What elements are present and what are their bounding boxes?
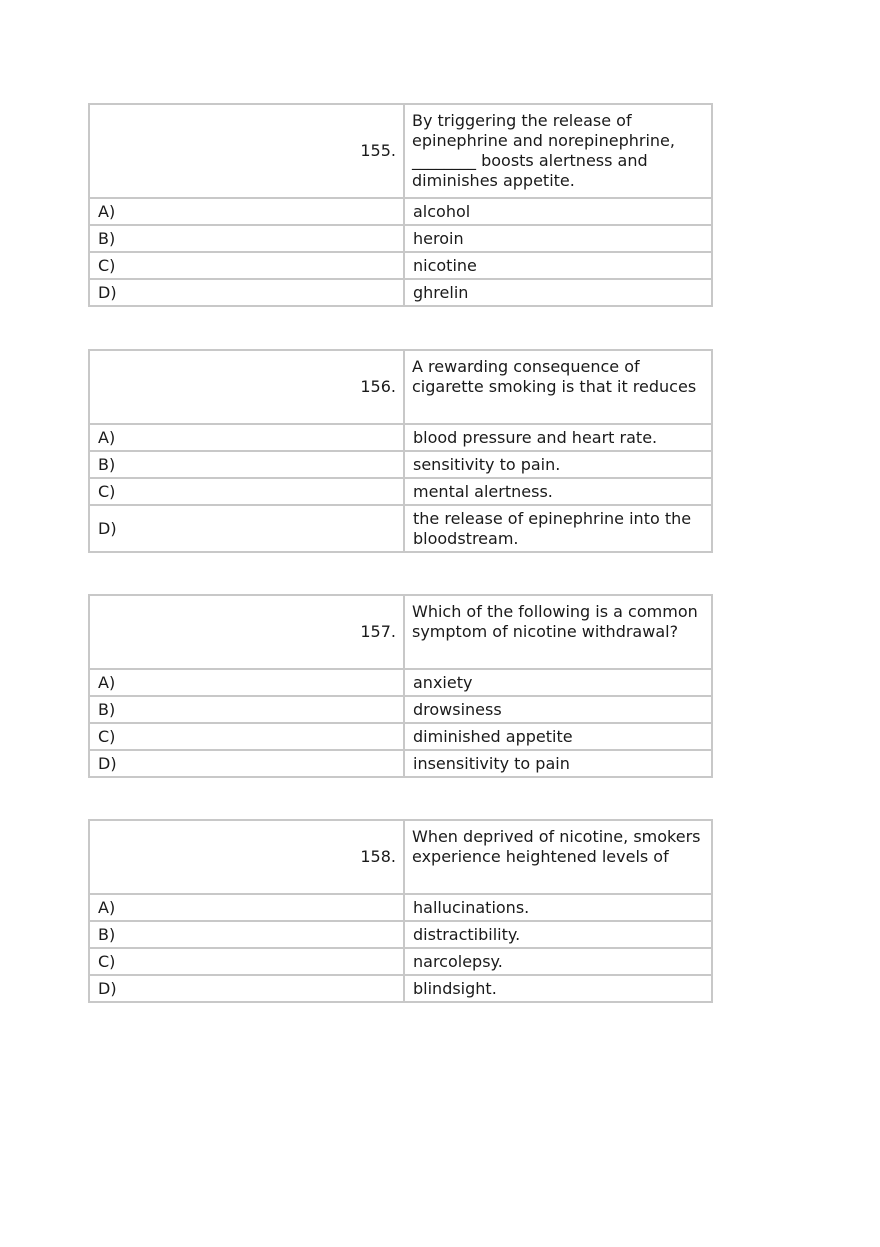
question-text: By triggering the release of epinephrine and norepinephrine, ________ boosts alertness and diminishes appetite. (404, 104, 712, 198)
option-row (89, 279, 712, 306)
option-text: blindsight. (404, 975, 712, 1002)
option-letter: D) (89, 505, 404, 552)
question-text: A rewarding consequence of cigarette smoking is that it reduces (404, 350, 712, 424)
option-letter: C) (89, 723, 404, 750)
option-row (89, 252, 712, 279)
question-header-row (89, 104, 712, 198)
option-text: drowsiness (404, 696, 712, 723)
option-text: distractibility. (404, 921, 712, 948)
question-table (88, 819, 713, 1003)
question-header-row (89, 350, 712, 424)
option-text: sensitivity to pain. (404, 451, 712, 478)
option-row (89, 505, 712, 552)
option-text: narcolepsy. (404, 948, 712, 975)
option-letter: C) (89, 478, 404, 505)
option-text: mental alertness. (404, 478, 712, 505)
option-letter: D) (89, 750, 404, 777)
option-letter: D) (89, 279, 404, 306)
option-text: diminished appetite (404, 723, 712, 750)
option-row (89, 948, 712, 975)
option-letter: C) (89, 948, 404, 975)
option-letter: A) (89, 198, 404, 225)
option-letter: A) (89, 424, 404, 451)
question-table (88, 349, 713, 553)
option-letter: A) (89, 669, 404, 696)
option-row (89, 894, 712, 921)
option-row (89, 451, 712, 478)
option-letter: B) (89, 451, 404, 478)
option-row (89, 723, 712, 750)
option-letter: B) (89, 696, 404, 723)
option-text: blood pressure and heart rate. (404, 424, 712, 451)
question-header-row (89, 595, 712, 669)
option-row (89, 478, 712, 505)
option-text: anxiety (404, 669, 712, 696)
option-row (89, 975, 712, 1002)
option-text: heroin (404, 225, 712, 252)
question-table (88, 103, 713, 307)
option-letter: A) (89, 894, 404, 921)
option-letter: C) (89, 252, 404, 279)
option-row (89, 696, 712, 723)
option-letter: D) (89, 975, 404, 1002)
option-text: nicotine (404, 252, 712, 279)
option-text: hallucinations. (404, 894, 712, 921)
question-table (88, 594, 713, 778)
question-header-row (89, 820, 712, 894)
option-letter: B) (89, 921, 404, 948)
option-text: alcohol (404, 198, 712, 225)
option-text: ghrelin (404, 279, 712, 306)
question-text: When deprived of nicotine, smokers experience heightened levels of (404, 820, 712, 894)
option-row (89, 750, 712, 777)
question-number: 156. (89, 350, 404, 424)
option-row (89, 225, 712, 252)
option-text: insensitivity to pain (404, 750, 712, 777)
option-row (89, 424, 712, 451)
question-number: 157. (89, 595, 404, 669)
question-number: 155. (89, 104, 404, 198)
question-text: Which of the following is a common symptom of nicotine withdrawal? (404, 595, 712, 669)
option-row (89, 921, 712, 948)
option-letter: B) (89, 225, 404, 252)
option-text: the release of epinephrine into the bloodstream. (404, 505, 712, 552)
option-row (89, 198, 712, 225)
option-row (89, 669, 712, 696)
question-number: 158. (89, 820, 404, 894)
